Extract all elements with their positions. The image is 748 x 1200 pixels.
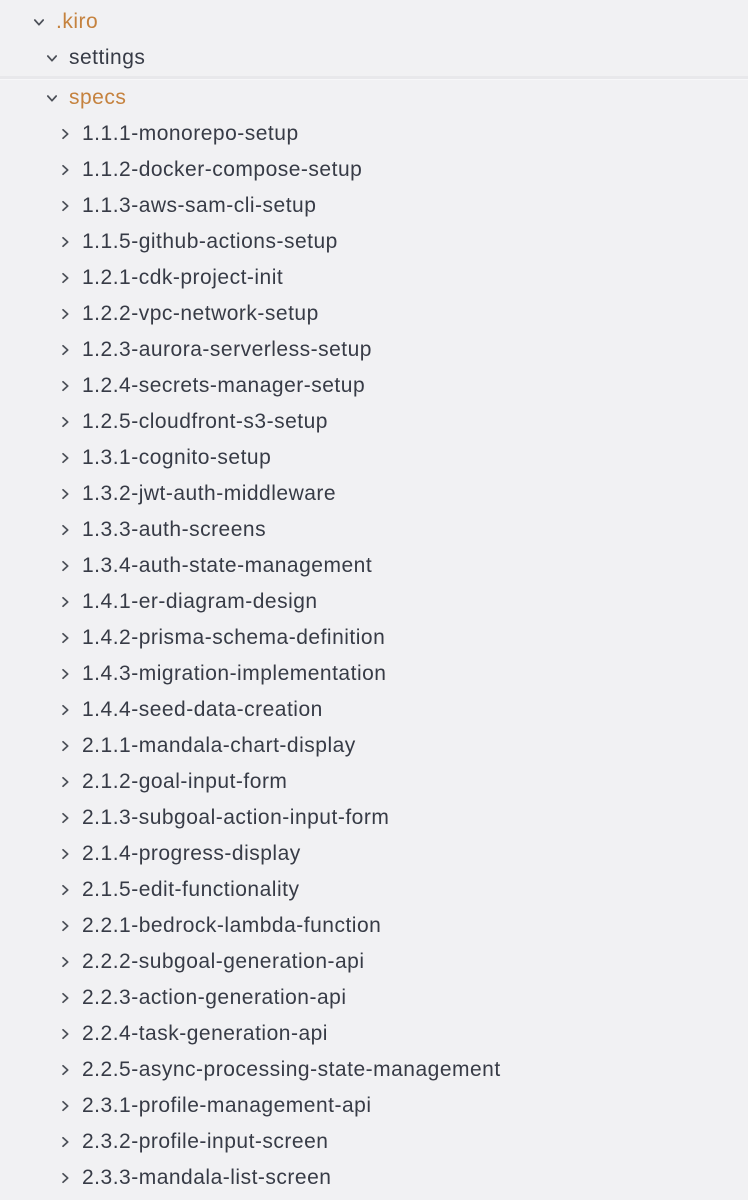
tree-item-label: 1.1.1-monorepo-setup [82, 122, 299, 145]
tree-item-2.2.5-async-processing-state-management[interactable] [0, 1052, 748, 1088]
tree-item-label: 2.3.2-profile-input-screen [82, 1130, 329, 1153]
chevron-right-icon[interactable] [57, 775, 72, 790]
tree-item-label: 2.2.2-subgoal-generation-api [82, 950, 365, 973]
tree-item-label: 2.1.4-progress-display [82, 842, 301, 865]
tree-item-label: 1.3.2-jwt-auth-middleware [82, 482, 337, 505]
tree-item-2.2.2-subgoal-generation-api[interactable] [0, 944, 748, 980]
tree-item-label: 2.3.1-profile-management-api [82, 1094, 372, 1117]
tree-item-1.4.4-seed-data-creation[interactable] [0, 692, 748, 728]
tree-item-1.2.3-aurora-serverless-setup[interactable] [0, 332, 748, 368]
tree-item-1.1.5-github-actions-setup[interactable] [0, 224, 748, 260]
chevron-right-icon[interactable] [57, 955, 72, 970]
tree-item-label: 1.2.4-secrets-manager-setup [82, 374, 366, 397]
chevron-right-icon[interactable] [57, 847, 72, 862]
tree-item-1.3.1-cognito-setup[interactable] [0, 440, 748, 476]
tree-item-1.4.3-migration-implementation[interactable] [0, 656, 748, 692]
tree-item-label: 1.2.1-cdk-project-init [82, 266, 284, 289]
chevron-down-icon[interactable] [44, 91, 59, 106]
chevron-right-icon[interactable] [57, 991, 72, 1006]
chevron-down-icon[interactable] [31, 15, 46, 30]
chevron-right-icon[interactable] [57, 919, 72, 934]
tree-item-label: 1.3.4-auth-state-management [82, 554, 373, 577]
tree-item-2.1.5-edit-functionality[interactable] [0, 872, 748, 908]
tree-item-label: settings [69, 46, 146, 69]
chevron-right-icon[interactable] [57, 811, 72, 826]
tree-item-2.3.1-profile-management-api[interactable] [0, 1088, 748, 1124]
tree-item-label: 2.2.4-task-generation-api [82, 1022, 328, 1045]
tree-item-2.3.3-mandala-list-screen[interactable] [0, 1160, 748, 1196]
tree-item-1.3.3-auth-screens[interactable] [0, 512, 748, 548]
chevron-right-icon[interactable] [57, 343, 72, 358]
chevron-right-icon[interactable] [57, 631, 72, 646]
chevron-right-icon[interactable] [57, 883, 72, 898]
chevron-right-icon[interactable] [57, 1099, 72, 1114]
tree-item-label: 2.1.2-goal-input-form [82, 770, 288, 793]
chevron-right-icon[interactable] [57, 235, 72, 250]
chevron-right-icon[interactable] [57, 199, 72, 214]
tree-item-2.2.3-action-generation-api[interactable] [0, 980, 748, 1016]
tree-item-label: 2.3.3-mandala-list-screen [82, 1166, 332, 1189]
tree-item-1.4.2-prisma-schema-definition[interactable] [0, 620, 748, 656]
tree-item-label: 1.3.1-cognito-setup [82, 446, 272, 469]
tree-item-2.1.2-goal-input-form[interactable] [0, 764, 748, 800]
tree-item-label: 2.2.3-action-generation-api [82, 986, 347, 1009]
tree-item-2.2.1-bedrock-lambda-function[interactable] [0, 908, 748, 944]
tree-item-label: 2.1.1-mandala-chart-display [82, 734, 356, 757]
chevron-right-icon[interactable] [57, 595, 72, 610]
tree-item-label: 1.2.2-vpc-network-setup [82, 302, 319, 325]
chevron-right-icon[interactable] [57, 1027, 72, 1042]
tree-item-1.1.1-monorepo-setup[interactable] [0, 116, 748, 152]
tree-item-label: 1.1.5-github-actions-setup [82, 230, 338, 253]
tree-item-1.1.3-aws-sam-cli-setup[interactable] [0, 188, 748, 224]
chevron-right-icon[interactable] [57, 487, 72, 502]
tree-item-label: 2.2.5-async-processing-state-management [82, 1058, 501, 1081]
tree-item-label: 1.1.3-aws-sam-cli-setup [82, 194, 317, 217]
tree-item-2.1.3-subgoal-action-input-form[interactable] [0, 800, 748, 836]
tree-item-label: specs [69, 86, 127, 109]
tree-item-label: 1.4.2-prisma-schema-definition [82, 626, 386, 649]
tree-item-1.3.4-auth-state-management[interactable] [0, 548, 748, 584]
tree-item-label: 1.4.3-migration-implementation [82, 662, 387, 685]
chevron-right-icon[interactable] [57, 559, 72, 574]
chevron-right-icon[interactable] [57, 523, 72, 538]
tree-item-1.2.4-secrets-manager-setup[interactable] [0, 368, 748, 404]
tree-item-1.2.1-cdk-project-init[interactable] [0, 260, 748, 296]
tree-item-label: 2.1.3-subgoal-action-input-form [82, 806, 390, 829]
tree-item-2.2.4-task-generation-api[interactable] [0, 1016, 748, 1052]
tree-item-2.3.2-profile-input-screen[interactable] [0, 1124, 748, 1160]
tree-item-label: 1.3.3-auth-screens [82, 518, 267, 541]
tree-item-label: .kiro [56, 10, 99, 33]
tree-item-1.2.5-cloudfront-s3-setup[interactable] [0, 404, 748, 440]
chevron-right-icon[interactable] [57, 127, 72, 142]
chevron-right-icon[interactable] [57, 451, 72, 466]
tree-item-label: 2.1.5-edit-functionality [82, 878, 300, 901]
tree-item-label: 2.2.1-bedrock-lambda-function [82, 914, 382, 937]
tree-item-label: 1.4.4-seed-data-creation [82, 698, 323, 721]
chevron-right-icon[interactable] [57, 163, 72, 178]
chevron-right-icon[interactable] [57, 739, 72, 754]
chevron-right-icon[interactable] [57, 307, 72, 322]
chevron-right-icon[interactable] [57, 415, 72, 430]
tree-item-1.2.2-vpc-network-setup[interactable] [0, 296, 748, 332]
tree-item-1.3.2-jwt-auth-middleware[interactable] [0, 476, 748, 512]
chevron-right-icon[interactable] [57, 1063, 72, 1078]
tree-item-1.4.1-er-diagram-design[interactable] [0, 584, 748, 620]
chevron-right-icon[interactable] [57, 379, 72, 394]
tree-item-specs[interactable] [0, 80, 748, 116]
tree-item-label: 1.2.5-cloudfront-s3-setup [82, 410, 328, 433]
tree-item-kiro[interactable] [0, 4, 748, 40]
tree-item-1.1.2-docker-compose-setup[interactable] [0, 152, 748, 188]
chevron-right-icon[interactable] [57, 667, 72, 682]
chevron-right-icon[interactable] [57, 703, 72, 718]
tree-item-label: 1.1.2-docker-compose-setup [82, 158, 363, 181]
chevron-right-icon[interactable] [57, 271, 72, 286]
chevron-down-icon[interactable] [44, 51, 59, 66]
tree-item-label: 1.4.1-er-diagram-design [82, 590, 318, 613]
chevron-right-icon[interactable] [57, 1135, 72, 1150]
tree-item-label: 1.2.3-aurora-serverless-setup [82, 338, 372, 361]
chevron-right-icon[interactable] [57, 1171, 72, 1186]
tree-item-settings[interactable] [0, 40, 748, 76]
tree-item-2.1.4-progress-display[interactable] [0, 836, 748, 872]
tree-item-2.1.1-mandala-chart-display[interactable] [0, 728, 748, 764]
